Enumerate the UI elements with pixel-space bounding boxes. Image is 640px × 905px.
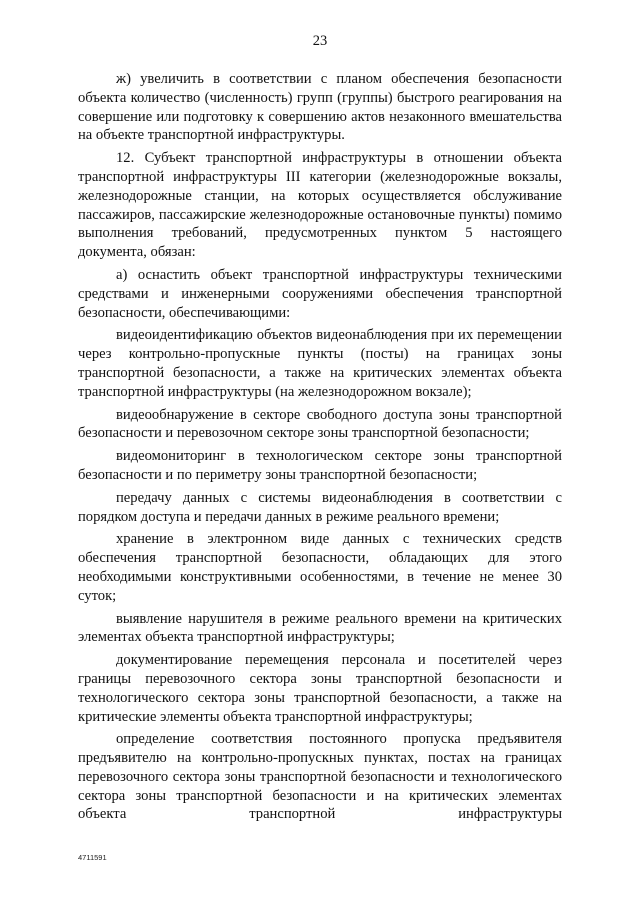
list-item-movement-documentation: документирование перемещения персонала и посетителей через границы перевозочного сектора зоны транспортной безопасности и технологического сектора зоны транспортной безопасности, а также на критические элементы объекта транспортной инфраструктуры; — [78, 652, 562, 725]
list-item-data-storage: хранение в электронном виде данных с технических средств обеспечения транспортной безопасности, обладающих для этого необходимыми конструктивными особенностями, в течение не менее 30 суток; — [78, 531, 562, 604]
list-item-intruder-detection: выявление нарушителя в режиме реального времени на критических элементах объекта транспортной инфраструктуры; — [78, 610, 562, 646]
document-code: 4711591 — [78, 853, 107, 862]
list-item-pass-verification: определение соответствия постоянного пропуска предъявителя предъявителю на контрольно-пропускных пунктах, постах на границах перевозочного сектора зоны транспортной безопасности и технологического сектора зоны транспортной безопасности и на критических элементах объекта транспортной инфраструктуры — [78, 731, 562, 823]
paragraph-a: а) оснастить объект транспортной инфраструктуры техническими средствами и инженерными сооружениями обеспечения транспортной безопасности, обеспечивающими: — [78, 266, 562, 321]
page-number: 23 — [312, 33, 328, 49]
paragraph-zh: ж) увеличить в соответствии с планом обеспечения безопасности объекта количество (численность) групп (группы) быстрого реагирования на совершение или подготовку к совершению актов незаконного вмешательства на объекте транспортной инфраструктуры. — [78, 71, 562, 144]
list-item-data-transfer: передачу данных с системы видеонаблюдения в соответствии с порядком доступа и передачи данных в режиме реального времени; — [78, 489, 562, 525]
list-item-video-monitoring: видеомониторинг в технологическом секторе зоны транспортной безопасности и по периметру зоны транспортной безопасности; — [78, 448, 562, 483]
list-item-video-detection: видеообнаружение в секторе свободного доступа зоны транспортной безопасности и перевозочном секторе зоны транспортной безопасности; — [78, 406, 562, 442]
document-body — [78, 70, 562, 828]
list-item-video-identification: видеоидентификацию объектов видеонаблюдения при их перемещении через контрольно-пропускные пункты (посты) на границах зоны транспортной безопасности, а также на критических элементах объекта транспортной инфраструктуры (на железнодорожном вокзале); — [78, 327, 562, 400]
paragraph-12: 12. Субъект транспортной инфраструктуры в отношении объекта транспортной инфраструктуры III категории (железнодорожные вокзалы, железнодорожные станции, на которых осуществляется обслуживание пассажиров, пассажирские железнодорожные остановочные пункты) помимо выполнения требований, предусмотренных пунктом 5 настоящего документа, обязан: — [78, 150, 562, 261]
